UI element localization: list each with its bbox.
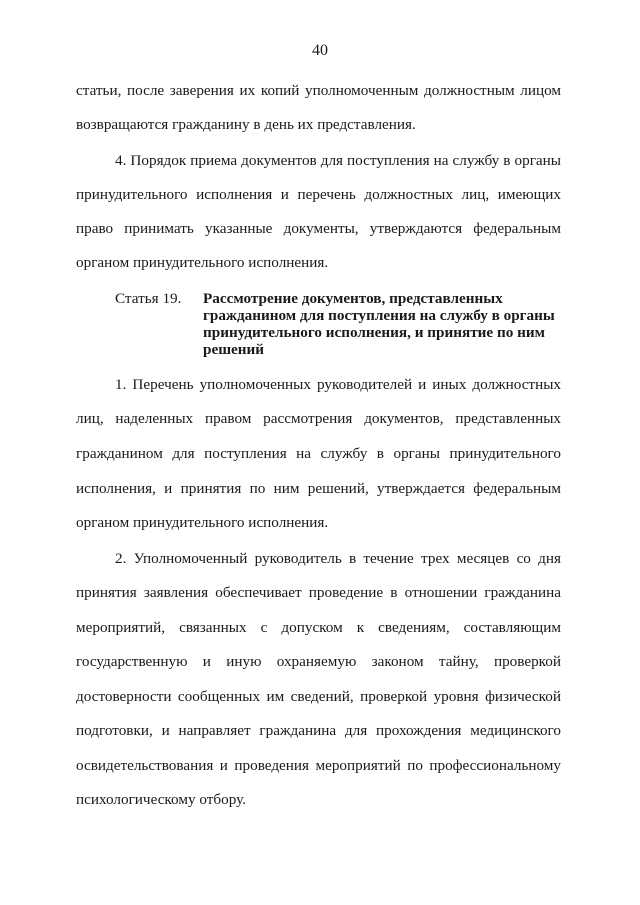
paragraph-line: исполнения, и принятия по ним решений, утверждается федеральным <box>76 480 561 497</box>
paragraph-line: органом принудительного исполнения. <box>76 254 329 271</box>
paragraph-line: принудительного исполнения и перечень должностных лиц, имеющих <box>76 186 561 203</box>
paragraph-line: 2. Уполномоченный руководитель в течение трех месяцев со дня <box>115 550 561 567</box>
paragraph-line: 1. Перечень уполномоченных руководителей и иных должностных <box>115 376 561 393</box>
page-number: 40 <box>312 42 328 59</box>
paragraph-line: право принимать указанные документы, утверждаются федеральным <box>76 220 561 237</box>
article-title-line: решений <box>203 341 265 358</box>
paragraph-line: государственную и иную охраняемую законом тайну, проверкой <box>76 653 561 670</box>
paragraph-line: статьи, после заверения их копий уполномоченным должностным лицом <box>76 82 561 99</box>
paragraph-line: гражданином для поступления на службу в органы принудительного <box>76 445 561 462</box>
paragraph-line: освидетельствования и проведения мероприятий по профессиональному <box>76 757 561 774</box>
article-title-line: принудительного исполнения, и принятие по ним <box>203 324 545 341</box>
paragraph-line: возвращаются гражданину в день их представления. <box>76 116 416 133</box>
paragraph-line: принятия заявления обеспечивает проведение в отношении гражданина <box>76 584 561 601</box>
paragraph-line: органом принудительного исполнения. <box>76 514 329 531</box>
article-label: Статья 19. <box>115 290 182 307</box>
paragraph-line: мероприятий, связанных с допуском к сведениям, составляющим <box>76 619 561 636</box>
article-title-line: Рассмотрение документов, представленных <box>203 290 503 307</box>
paragraph-line: лиц, наделенных правом рассмотрения документов, представленных <box>76 410 561 427</box>
article-title-line: гражданином для поступления на службу в органы <box>203 307 555 324</box>
paragraph-line: 4. Порядок приема документов для поступления на службу в органы <box>115 152 561 169</box>
paragraph-line: подготовки, и направляет гражданина для прохождения медицинского <box>76 722 561 739</box>
paragraph-line: достоверности сообщенных им сведений, проверкой уровня физической <box>76 688 561 705</box>
paragraph-line: психологическому отбору. <box>76 791 246 808</box>
